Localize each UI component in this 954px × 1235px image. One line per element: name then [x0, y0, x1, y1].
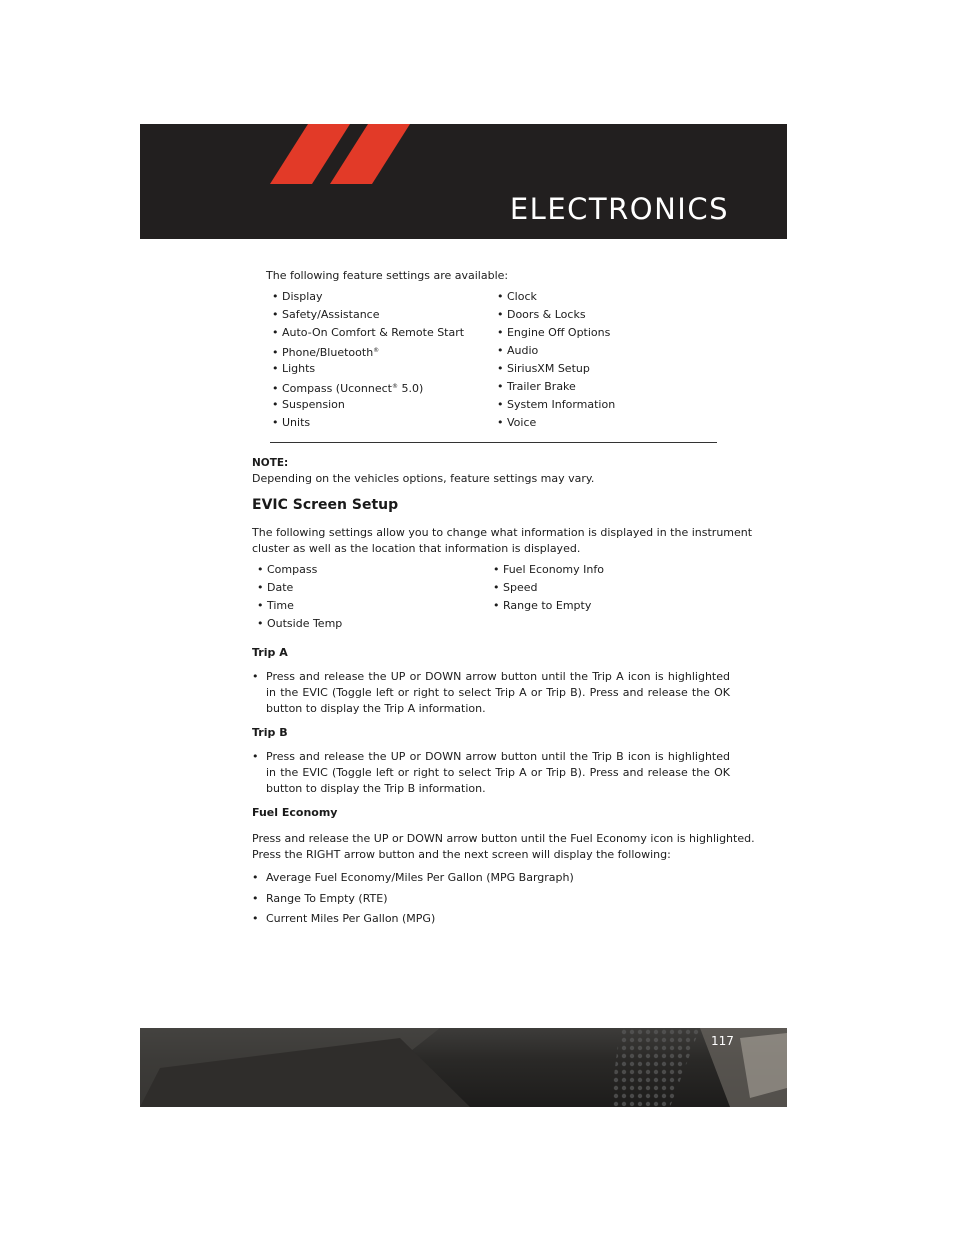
- section-title: ELECTRONICS: [509, 192, 729, 226]
- note-text: Depending on the vehicles options, feature settings may vary.: [252, 472, 595, 485]
- bullet-marker: •: [252, 670, 259, 683]
- trip-a-text: Press and release the UP or DOWN arrow button until the Trip A icon is highlighted in the EVIC (Toggle left or right to select Trip A or Trip B). Press and release the OK button to display the Trip A information.: [266, 670, 730, 716]
- footer-photo-band: [140, 1028, 787, 1107]
- evic-paragraph: The following settings allow you to change what information is displayed in the instrument cluster as well as the location that information is displayed.: [252, 526, 753, 556]
- list-item: • Fuel Economy Info: [493, 563, 604, 576]
- list-item: • Clock: [497, 290, 537, 303]
- footer-background-image: [140, 1028, 787, 1107]
- page-number: 117: [711, 1034, 734, 1048]
- features-left-list: [272, 289, 464, 433]
- section-header: [140, 124, 787, 239]
- trip-a-bullet: [252, 669, 730, 719]
- trip-b-heading: Trip B: [252, 726, 288, 739]
- list-item: • Suspension: [272, 398, 345, 411]
- list-item: • Safety/Assistance: [272, 308, 380, 321]
- fuel-bullet-1: • Average Fuel Economy/Miles Per Gallon (MPG Bargraph): [252, 871, 574, 884]
- list-item: • Engine Off Options: [497, 326, 611, 339]
- trip-a-heading: Trip A: [252, 646, 288, 659]
- fuel-economy-heading: Fuel Economy: [252, 806, 338, 819]
- fuel-bullet-2: • Range To Empty (RTE): [252, 892, 388, 905]
- list-item: • Compass (Uconnect® 5.0): [272, 382, 424, 395]
- list-item: • Voice: [497, 416, 537, 429]
- evic-left-list: [257, 562, 342, 634]
- evic-right-list: [493, 562, 604, 616]
- list-item: • Date: [257, 581, 294, 594]
- features-right-list: [497, 289, 615, 433]
- list-item: • Range to Empty: [493, 599, 592, 612]
- fuel-economy-paragraph: Press and release the UP or DOWN arrow button until the Fuel Economy icon is highlighted. Press the RIGHT arrow button and the next screen will display the following:: [252, 832, 755, 862]
- evic-heading: EVIC Screen Setup: [252, 497, 399, 513]
- list-item: • SiriusXM Setup: [497, 362, 590, 375]
- list-item: • Audio: [497, 344, 539, 357]
- list-item: • Phone/Bluetooth®: [272, 346, 380, 359]
- fuel-bullet-3: • Current Miles Per Gallon (MPG): [252, 912, 436, 925]
- list-item: • Auto-On Comfort & Remote Start: [272, 326, 465, 339]
- list-item: • Outside Temp: [257, 617, 343, 630]
- list-item: • Units: [272, 416, 311, 429]
- list-item: • Compass: [257, 563, 318, 576]
- list-item: • Doors & Locks: [497, 308, 586, 321]
- list-item: • Lights: [272, 362, 316, 375]
- divider: [270, 442, 717, 443]
- list-item: • Trailer Brake: [497, 380, 576, 393]
- trip-b-bullet: [252, 749, 730, 799]
- list-item: • System Information: [497, 398, 616, 411]
- list-item: • Display: [272, 290, 323, 303]
- note-label: NOTE:: [252, 457, 289, 469]
- trip-b-text: Press and release the UP or DOWN arrow button until the Trip B icon is highlighted in the EVIC (Toggle left or right to select Trip A or Trip B). Press and release the OK button to display the Trip B information.: [266, 750, 730, 796]
- list-item: • Time: [257, 599, 294, 612]
- brand-stripes-logo: [140, 124, 440, 239]
- intro-text: The following feature settings are available:: [266, 269, 509, 282]
- bullet-marker: •: [252, 750, 259, 763]
- list-item: • Speed: [493, 581, 538, 594]
